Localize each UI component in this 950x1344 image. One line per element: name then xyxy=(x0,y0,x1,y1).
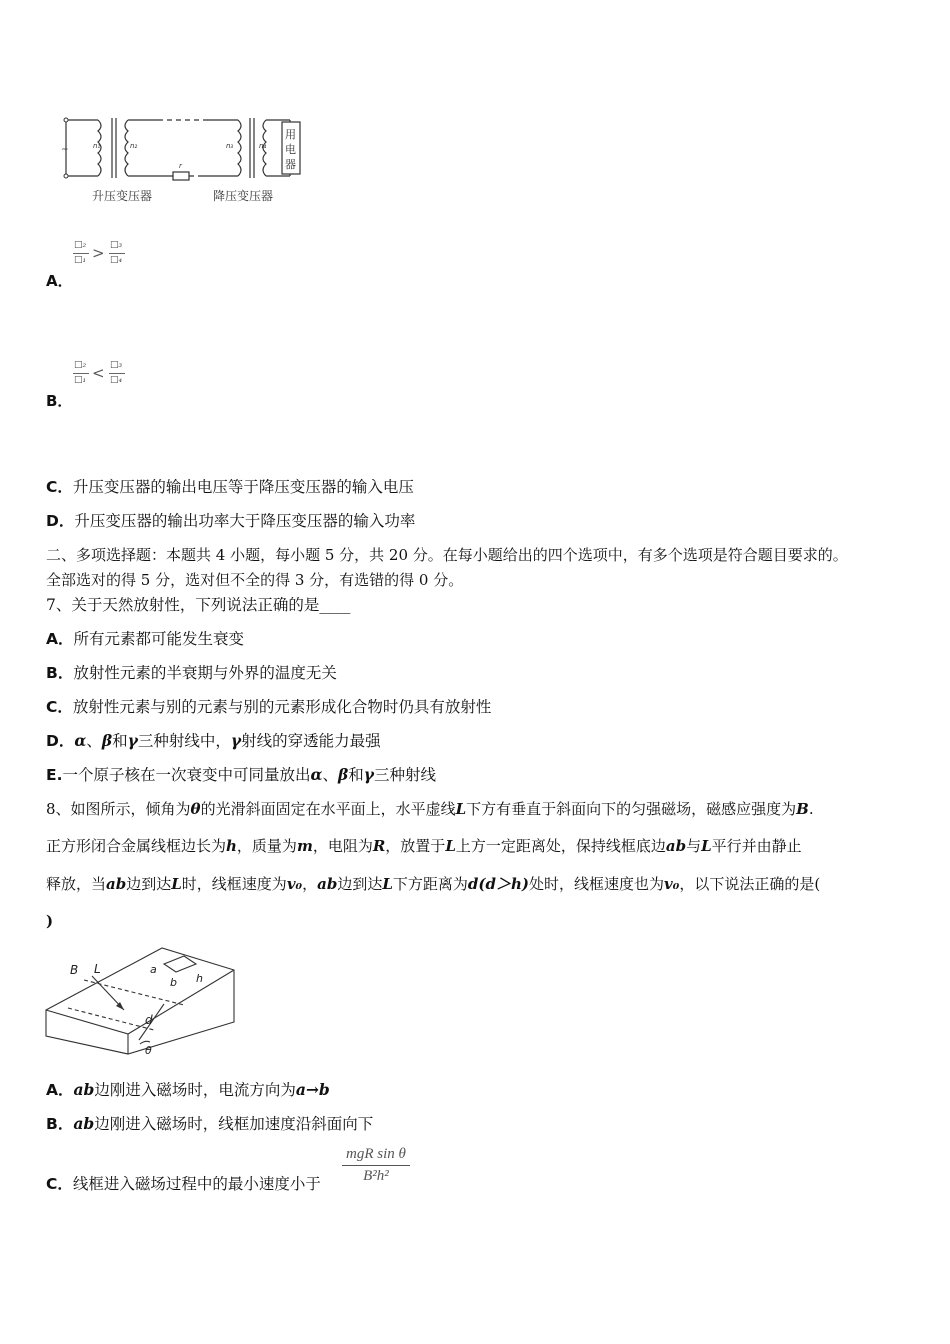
step-down-label: 降压变压器 xyxy=(213,189,274,203)
frac-num: □₂ xyxy=(74,360,87,370)
label-theta: θ xyxy=(145,1044,152,1057)
frac-den: □₁ xyxy=(74,255,87,265)
label-B: B xyxy=(70,963,79,977)
comparison-op: > xyxy=(92,244,105,262)
label-b: b xyxy=(170,976,177,989)
incline-figure xyxy=(44,940,240,1058)
option-label: A． xyxy=(46,272,73,290)
q7-option-b[interactable]: B．放射性元素的半衰期与外界的温度无关 xyxy=(46,664,337,682)
option-label: B． xyxy=(46,392,73,410)
n1-label: n₁ xyxy=(93,142,101,150)
frac-bar xyxy=(109,253,125,254)
q6-option-d[interactable]: D．升压变压器的输出功率大于降压变压器的输入功率 xyxy=(46,512,416,530)
label-a: a xyxy=(150,963,157,976)
load-char-2: 电 xyxy=(285,143,296,156)
q7-option-e[interactable]: E.一个原子核在一次衰变中可同量放出α、β和γ三种射线 xyxy=(46,765,437,784)
label-d: d xyxy=(145,1013,153,1027)
source-tilde: ~ xyxy=(61,145,69,155)
resistor-r-label: r xyxy=(179,162,182,170)
frac-den: □₄ xyxy=(110,255,123,265)
label-h: h xyxy=(196,972,203,985)
q7-option-c[interactable]: C．放射性元素与别的元素与别的元素形成化合物时仍具有放射性 xyxy=(46,698,492,716)
min-velocity-fraction: mgR sin θ B²h² xyxy=(342,1146,410,1185)
comparison-op: < xyxy=(92,364,105,382)
q8-stem-line2: 正方形闭合金属线框边长为h，质量为m，电阻为R，放置于L上方一定距离处，保持线框底边ab与L平行并由静止 xyxy=(46,837,802,855)
q6-option-c[interactable]: C．升压变压器的输出电压等于降压变压器的输入电压 xyxy=(46,478,414,496)
section2-heading-line2: 全部选对的得 5 分，选对但不全的得 3 分，有选错的得 0 分。 xyxy=(46,571,464,589)
load-char-1: 用 xyxy=(285,128,296,141)
frac-num: □₃ xyxy=(110,360,123,370)
q8-stem-line1: 8、如图所示，倾角为θ的光滑斜面固定在水平面上，水平虚线L下方有垂直于斜面向下的匀强磁场，磁感应强度为B. xyxy=(46,800,814,818)
n3-label: n₃ xyxy=(226,142,234,150)
frac-num: □₃ xyxy=(110,240,123,250)
q8-option-a[interactable]: A．ab边刚进入磁场时，电流方向为a→b xyxy=(46,1080,330,1099)
step-up-label: 升压变压器 xyxy=(92,189,153,203)
q8-option-b[interactable]: B．ab边刚进入磁场时，线框加速度沿斜面向下 xyxy=(46,1114,374,1133)
q8-stem-line4: ) xyxy=(46,912,54,930)
q7-option-a[interactable]: A．所有元素都可能发生衰变 xyxy=(46,630,245,648)
q7-stem: 7、关于天然放射性，下列说法正确的是____ xyxy=(46,596,351,614)
q8-stem-line3: 释放，当ab边到达L时，线框速度为v₀，ab边到达L下方距离为d(d＞h)处时，线框速度也为v₀，以下说法正确的是( xyxy=(46,875,821,893)
q6-option-b[interactable] xyxy=(46,360,206,410)
q6-option-a[interactable] xyxy=(46,240,206,290)
frac-num: □₂ xyxy=(74,240,87,250)
frac-den: □₁ xyxy=(74,375,87,385)
frac-bar xyxy=(73,253,89,254)
transformer-circuit-figure xyxy=(58,108,323,208)
frac-bar xyxy=(73,373,89,374)
q7-option-d[interactable]: D．α、β和γ三种射线中，γ射线的穿透能力最强 xyxy=(46,731,381,750)
frac-den: □₄ xyxy=(110,375,123,385)
section2-heading-line1: 二、多项选择题：本题共 4 小题，每小题 5 分，共 20 分。在每小题给出的四个选项中，有多个选项是符合题目要求的。 xyxy=(46,546,848,564)
n4-label: n₄ xyxy=(259,142,267,150)
frac-bar xyxy=(109,373,125,374)
n2-label: n₂ xyxy=(130,142,138,150)
load-char-3: 器 xyxy=(285,158,296,171)
label-L: L xyxy=(94,962,101,976)
